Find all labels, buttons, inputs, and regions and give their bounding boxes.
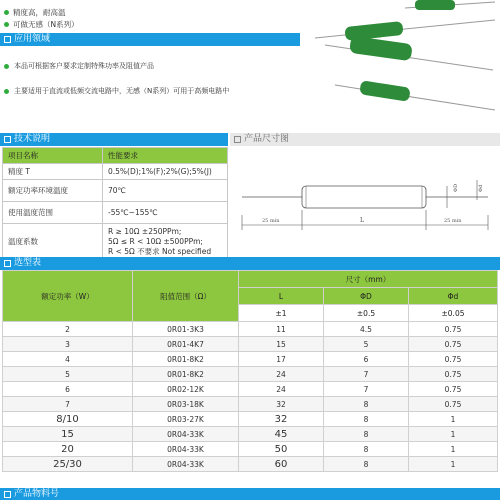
table-cell: 1: [409, 427, 498, 442]
resistor-image: [305, 0, 500, 130]
table-cell: 0R03-27K: [133, 412, 239, 427]
table-cell: 6: [324, 352, 409, 367]
section-dimension: 产品尺寸图: [230, 133, 500, 146]
col-size: 尺寸（mm）: [239, 271, 498, 288]
tech-cell: 0.5%(D);1%(F);2%(G);5%(J): [103, 164, 228, 180]
table-cell: 0R01-3K3: [133, 322, 239, 337]
application-line: 主要适用于直流或低频交流电路中，无感（N系列）可用于高频电路中: [4, 86, 229, 96]
feature-item: 精度高，耐高温: [4, 6, 79, 18]
tech-cell: 温度系数: [3, 224, 103, 260]
table-cell: 17: [239, 352, 324, 367]
tol-d: ±0.05: [409, 305, 498, 322]
dim-label: L: [360, 217, 364, 224]
table-cell: 0.75: [409, 397, 498, 412]
table-cell: 45: [239, 427, 324, 442]
section-tech: 技术说明: [0, 133, 228, 146]
square-icon: [4, 491, 11, 498]
bullet-icon: [4, 10, 9, 15]
table-cell: 0R04-33K: [133, 457, 239, 472]
table-cell: 1: [409, 442, 498, 457]
table-row: [3, 427, 498, 442]
table-row: [3, 397, 498, 412]
col-range: 阻值范围（Ω）: [133, 271, 239, 322]
dim-label: 25 min: [444, 218, 462, 224]
table-row: [3, 367, 498, 382]
table-cell: 0.75: [409, 337, 498, 352]
tech-cell: R ≥ 10Ω ±250PPm; 5Ω ≤ R < 10Ω ±500PPm; R < 5Ω 不要求 Not specified: [103, 224, 228, 260]
table-cell: 8: [324, 397, 409, 412]
table-cell: 0.75: [409, 382, 498, 397]
selection-table: [2, 270, 498, 472]
tech-table: [2, 147, 228, 260]
table-cell: 4: [3, 352, 133, 367]
table-row: [3, 412, 498, 427]
square-icon: [4, 260, 11, 267]
tol-D: ±0.5: [324, 305, 409, 322]
table-cell: 1: [409, 412, 498, 427]
tech-header: 性能要求: [103, 148, 228, 164]
table-cell: 8: [324, 457, 409, 472]
table-cell: 7: [324, 382, 409, 397]
table-cell: 0R03-18K: [133, 397, 239, 412]
tech-header: 项目名称: [3, 148, 103, 164]
table-cell: 32: [239, 412, 324, 427]
table-row: [3, 322, 498, 337]
table-cell: 11: [239, 322, 324, 337]
tech-cell: 使用温度范围: [3, 202, 103, 224]
table-cell: 0R01-8K2: [133, 352, 239, 367]
table-cell: 4.5: [324, 322, 409, 337]
col-power: 额定功率（W）: [3, 271, 133, 322]
table-cell: 8: [324, 442, 409, 457]
dim-label: Φd: [478, 184, 484, 192]
col-D: ΦD: [324, 288, 409, 305]
table-cell: 60: [239, 457, 324, 472]
bullet-icon: [4, 64, 9, 69]
table-cell: 32: [239, 397, 324, 412]
feature-item: 可做无感（N系列）: [4, 18, 79, 30]
table-cell: 5: [3, 367, 133, 382]
bullet-icon: [4, 89, 9, 94]
section-selection: 选型表: [0, 257, 500, 270]
square-icon: [4, 136, 11, 143]
square-icon: [4, 36, 11, 43]
table-cell: 5: [324, 337, 409, 352]
table-row: [3, 352, 498, 367]
table-cell: 25/30: [3, 457, 133, 472]
bullet-icon: [4, 22, 9, 27]
table-cell: 50: [239, 442, 324, 457]
feature-list: [4, 6, 79, 30]
tech-cell: 额定功率环境温度: [3, 180, 103, 202]
table-cell: 20: [3, 442, 133, 457]
table-row: [3, 457, 498, 472]
table-cell: 0.75: [409, 352, 498, 367]
section-application: 应用领域: [0, 33, 300, 46]
table-row: [3, 337, 498, 352]
table-cell: 0R01-4K7: [133, 337, 239, 352]
dimension-drawing: [232, 150, 498, 260]
table-cell: 24: [239, 367, 324, 382]
table-cell: 8/10: [3, 412, 133, 427]
table-cell: 15: [3, 427, 133, 442]
application-line: 本品可根据客户要求定制特殊功率及阻值产品: [4, 61, 154, 71]
tech-cell: 70℃: [103, 180, 228, 202]
table-cell: 24: [239, 382, 324, 397]
table-cell: 8: [324, 412, 409, 427]
table-cell: 6: [3, 382, 133, 397]
table-cell: 3: [3, 337, 133, 352]
table-cell: 8: [324, 427, 409, 442]
table-cell: 0R01-8K2: [133, 367, 239, 382]
table-row: [3, 442, 498, 457]
table-cell: 0R02-12K: [133, 382, 239, 397]
table-cell: 7: [3, 397, 133, 412]
table-cell: 7: [324, 367, 409, 382]
table-cell: 15: [239, 337, 324, 352]
dim-label: 25 min: [262, 218, 280, 224]
square-icon: [234, 136, 241, 143]
table-cell: 0R04-33K: [133, 427, 239, 442]
table-cell: 2: [3, 322, 133, 337]
table-cell: 0.75: [409, 322, 498, 337]
table-cell: 0R04-33K: [133, 442, 239, 457]
col-d: Φd: [409, 288, 498, 305]
table-cell: 1: [409, 457, 498, 472]
col-L: L: [239, 288, 324, 305]
tol-L: ±1: [239, 305, 324, 322]
section-material: 产品物料号: [0, 488, 500, 500]
table-cell: 0.75: [409, 367, 498, 382]
table-row: [3, 382, 498, 397]
tech-cell: -55℃~155℃: [103, 202, 228, 224]
dim-label: ΦD: [453, 183, 459, 192]
tech-cell: 精度 T: [3, 164, 103, 180]
